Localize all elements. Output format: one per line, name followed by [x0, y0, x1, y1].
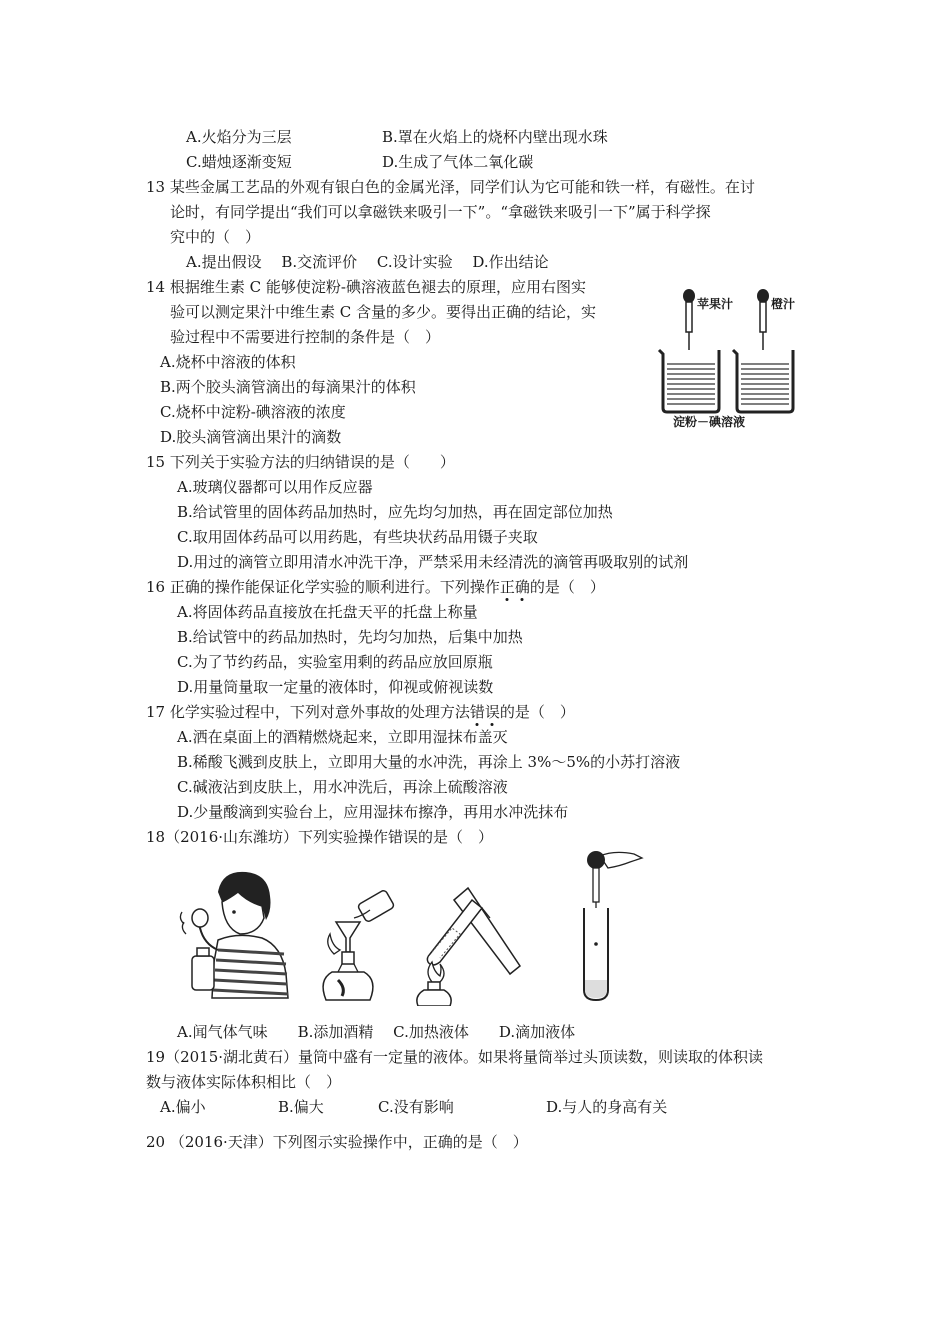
q17-option-c: C.碱液沾到皮肤上，用水冲洗后，再涂上硫酸溶液 [177, 778, 508, 796]
test-tube-heating-icon [417, 888, 520, 1006]
starch-iodine-label: 淀粉－碘溶液 [673, 415, 746, 429]
q17-stem [146, 702, 575, 722]
q18-stem: 18（2016·山东潍坊）下列实验操作错误的是（ ） [146, 828, 494, 846]
q19-stem-line-2: 数与液体实际体积相比（ ） [146, 1073, 342, 1091]
q17-stem-pre: 17 化学实验过程中，下列对意外事故的处理方法 [146, 703, 470, 721]
q12-option-b: B.罩在火焰上的烧杯内壁出现水珠 [382, 128, 608, 146]
q16-emphasis-1: 正 [499, 578, 515, 596]
heat-liquid-figure [412, 886, 522, 1006]
q13-stem-line-1: 13 某些金属工艺品的外观有银白色的金属光泽，同学们认为它可能和铁一样，有磁性。在讨 [146, 178, 755, 196]
q12-option-a: A.火焰分为三层 [186, 128, 292, 146]
q17-emphasis-2: 误 [484, 703, 500, 721]
q16-option-a: A.将固体药品直接放在托盘天平的托盘上称量 [177, 603, 478, 621]
left-beaker-icon [659, 350, 719, 412]
q15-stem: 15 下列关于实验方法的归纳错误的是（ ） [146, 453, 455, 471]
alcohol-lamp-funnel-icon [323, 889, 395, 1000]
q16-emphasis-2: 确 [514, 578, 530, 596]
q17-option-a: A.洒在桌面上的酒精燃烧起来，立即用湿抹布盖灭 [177, 728, 508, 746]
q17-stem-post: 的是（ ） [499, 703, 575, 721]
q14-stem-line-1: 14 根据维生素 C 能够使淀粉-碘溶液蓝色褪去的原理，应用右图实 [146, 278, 586, 296]
q14-beaker-figure [655, 284, 805, 432]
apple-juice-label: 苹果汁 [697, 297, 734, 311]
q14-option-c: C.烧杯中淀粉-碘溶液的浓度 [160, 403, 346, 421]
q14-stem-line-2: 验可以测定果汁中维生素 C 含量的多少。要得出正确的结论，实 [170, 303, 597, 321]
q15-option-a: A.玻璃仪器都可以用作反应器 [177, 478, 373, 496]
q19-option-d: D.与人的身高有关 [546, 1098, 668, 1116]
right-beaker-icon [733, 350, 793, 412]
q13-stem-line-3: 究中的（ ） [170, 228, 261, 246]
q19-option-a: A.偏小 [160, 1098, 206, 1116]
q14-option-b: B.两个胶头滴管滴出的每滴果汁的体积 [160, 378, 416, 396]
add-alcohol-figure [312, 880, 402, 1004]
q16-stem-pre: 16 正确的操作能保证化学实验的顺利进行。下列操作 [146, 578, 500, 596]
q14-stem-line-3: 验过程中不需要进行控制的条件是（ ） [170, 328, 441, 346]
q17-emphasis-1: 错 [469, 703, 485, 721]
q19-stem-line-1: 19（2015·湖北黄石）量筒中盛有一定量的液体。如果将量筒举过头顶读数，则读取的体积读 [146, 1048, 764, 1066]
apple-juice-dropper-icon [683, 289, 695, 350]
child-smelling-icon [180, 872, 288, 998]
q17-option-d: D.少量酸滴到实验台上，应用湿抹布擦净，再用水冲洗抹布 [177, 803, 569, 821]
q14-option-d: D.胶头滴管滴出果汁的滴数 [160, 428, 342, 446]
q20-stem: 20 （2016·天津）下列图示实验操作中，正确的是（ ） [146, 1133, 528, 1151]
orange-juice-dropper-icon [757, 289, 769, 350]
q16-option-c: C.为了节约药品，实验室用剩的药品应放回原瓶 [177, 653, 493, 671]
drop-liquid-figure [574, 848, 644, 1004]
smell-gas-figure [178, 862, 298, 1002]
q16-option-d: D.用量筒量取一定量的液体时，仰视或俯视读数 [177, 678, 494, 696]
q19-option-b: B.偏大 [278, 1098, 324, 1116]
q14-option-a: A.烧杯中溶液的体积 [160, 353, 296, 371]
q16-stem [146, 577, 605, 597]
q17-option-b: B.稀酸飞溅到皮肤上，立即用大量的水冲洗，再涂上 3%～5%的小苏打溶液 [177, 753, 681, 771]
q13-stem-line-2: 论时，有同学提出“我们可以拿磁铁来吸引一下”。“拿磁铁来吸引一下”属于科学探 [170, 203, 711, 221]
q12-option-c: C.蜡烛逐渐变短 [186, 153, 292, 171]
orange-juice-label: 橙汁 [771, 297, 796, 311]
q16-stem-post: 的是（ ） [529, 578, 605, 596]
q15-option-d: D.用过的滴管立即用清水冲洗干净，严禁采用未经清洗的滴管再吸取别的试剂 [177, 553, 689, 571]
q18-options: A.闻气体气味 B.添加酒精 C.加热液体 D.滴加液体 [177, 1023, 576, 1041]
q15-option-c: C.取用固体药品可以用药匙，有些块状药品用镊子夹取 [177, 528, 538, 546]
q12-option-d: D.生成了气体二氧化碳 [382, 153, 534, 171]
q15-option-b: B.给试管里的固体药品加热时，应先均匀加热，再在固定部位加热 [177, 503, 613, 521]
dropper-test-tube-icon [584, 851, 642, 1000]
q19-option-c: C.没有影响 [378, 1098, 454, 1116]
q16-option-b: B.给试管中的药品加热时，先均匀加热，后集中加热 [177, 628, 523, 646]
q13-options: A.提出假设 B.交流评价 C.设计实验 D.作出结论 [186, 253, 549, 271]
